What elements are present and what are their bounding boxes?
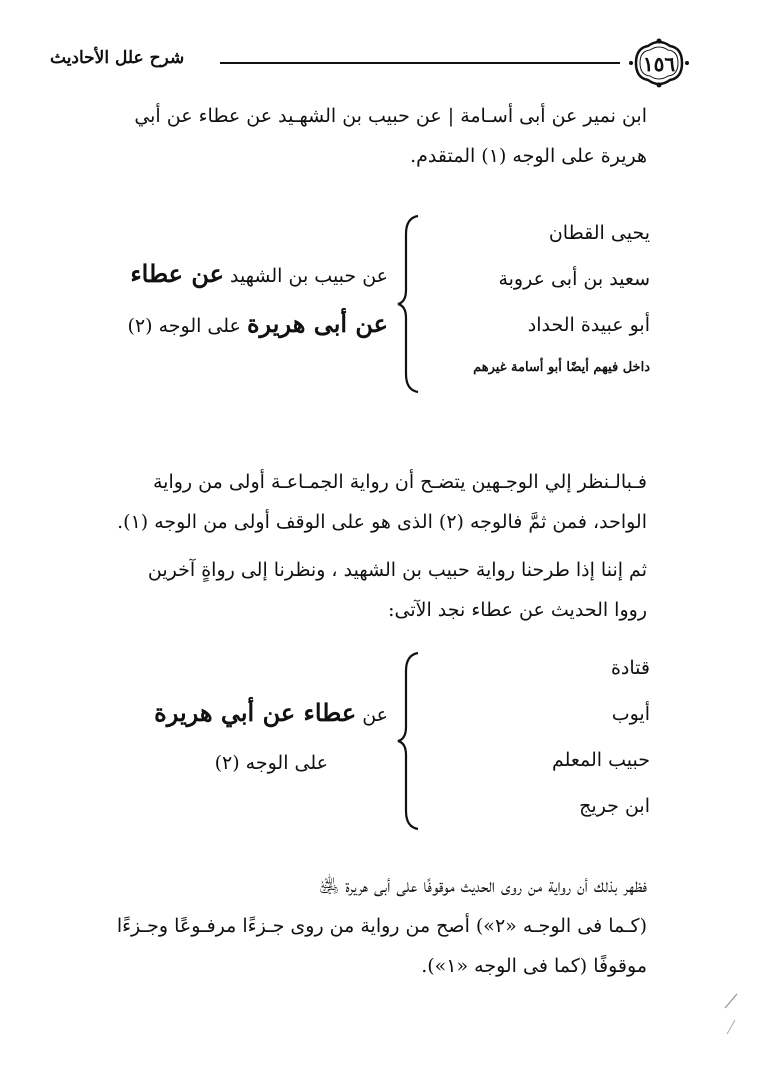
narrator-note: داخل فيهم أيضًا أبو أسامة غيرهم (473, 360, 650, 375)
text-line: رووا الحديث عن عطاء نجد الآتى: (388, 599, 647, 621)
narrator-name: أيوب (611, 703, 650, 725)
narrator-name: حبيب المعلم (551, 749, 650, 771)
result-text: عن حبيب بن الشهيد (229, 265, 388, 287)
result-text: عن (362, 704, 388, 726)
text-line: (كـما فى الوجـه «٢») أصح من رواية من روى جـزءًا مرفـوعًا وجـزءًا (116, 915, 647, 937)
scan-mark-icon (715, 990, 745, 1050)
text-line: ابن نمير عن أبى أسـامة | عن حبيب بن الشهـيد عن عطاء عن أبي (134, 105, 647, 127)
result-text: على الوجه (٢) (127, 315, 241, 337)
result-text: على الوجه (٢) (214, 752, 328, 774)
text-line: موقوفًا (كما فى الوجه «١»). (421, 955, 647, 977)
narrator-list (430, 210, 650, 388)
curly-brace-icon (396, 214, 422, 394)
chain-result (127, 250, 388, 350)
text-line: هريرة على الوجه (١) المتقدم. (410, 145, 647, 167)
narrator-name: يحيى القطان (548, 222, 650, 244)
narrator-name: قتادة (610, 657, 650, 679)
result-bold-text: عن عطاء (130, 259, 224, 288)
page-number-ornament (628, 38, 690, 88)
text-line: الواحد، فمن ثمَّ فالوجه (٢) الذى هو على الوقف أولى من الوجه (١). (117, 511, 647, 533)
result-bold-text: عطاء عن أبي هريرة (154, 698, 357, 727)
isnad-diagram-1 (50, 210, 650, 400)
header-rule (220, 62, 620, 64)
isnad-diagram-2 (50, 645, 650, 835)
running-title: شرح علل الأحاديث (50, 48, 185, 68)
result-bold-text: عن أبى هريرة (246, 309, 388, 338)
conclusion-paragraph (57, 866, 647, 986)
chain-result (154, 689, 388, 787)
analysis-paragraph (57, 462, 647, 542)
intro-paragraph (87, 96, 647, 176)
narrator-name: أبو عبيدة الحداد (527, 314, 650, 336)
narrator-name: ابن جريج (579, 795, 650, 817)
analysis-paragraph (57, 550, 647, 630)
text-line: ثم إننا إذا طرحنا رواية حبيب بن الشهيد ، ونظرنا إلى رواةٍ آخرين (147, 559, 647, 581)
page-number: ١٥٦ (642, 52, 676, 76)
curly-brace-icon (396, 651, 422, 831)
narrator-list (430, 645, 650, 829)
text-line: فظهر بذلك أن رواية من روى الحديث موقوفًا على أبى هريرة ﵁ (318, 875, 647, 897)
text-line: فـبالـنظر إلي الوجـهين يتضـح أن رواية الجمـاعـة أولى من رواية (153, 471, 647, 493)
page-header (40, 38, 690, 88)
narrator-name: سعيد بن أبى عروبة (498, 268, 650, 290)
